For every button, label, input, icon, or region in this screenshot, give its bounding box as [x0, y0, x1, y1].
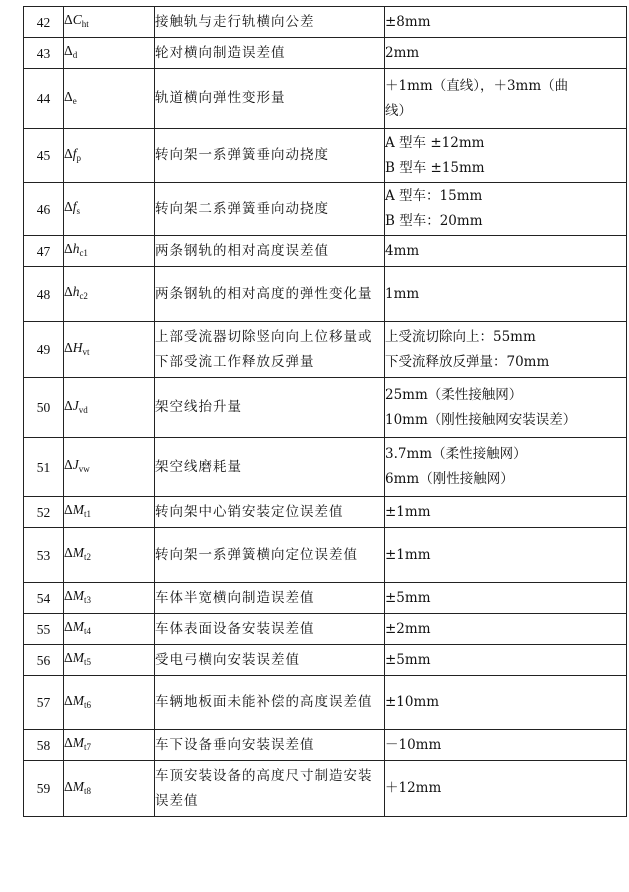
symbol-cell	[64, 183, 155, 236]
value-line: ±2mm	[385, 620, 431, 637]
table-row	[24, 730, 627, 761]
value-line: ±10mm	[385, 694, 440, 710]
table-row	[24, 236, 627, 267]
description-cell: 受电弓横向安装误差值	[155, 645, 385, 676]
value-line: 线）	[385, 102, 412, 119]
row-number: 46	[24, 183, 64, 236]
delta-symbol: Δ	[64, 588, 73, 603]
symbol-letter: f	[72, 199, 77, 214]
symbol-cell	[64, 378, 155, 438]
delta-symbol: Δ	[64, 241, 73, 256]
description-cell: 架空线抬升量	[155, 378, 385, 438]
symbol-cell	[64, 645, 155, 676]
row-number: 54	[24, 583, 64, 614]
value-cell	[385, 69, 627, 129]
description-cell: 转向架一系弹簧垂向动挠度	[155, 129, 385, 183]
symbol-subscript: vt	[82, 346, 90, 357]
parameter-table	[23, 6, 627, 817]
row-number: 59	[24, 761, 64, 817]
value-line: A 型车 ±12mm	[385, 134, 485, 151]
table-row	[24, 761, 627, 817]
value-cell	[385, 378, 627, 438]
table-row	[24, 614, 627, 645]
value-line: 下受流释放反弹量：70mm	[385, 353, 550, 370]
symbol-letter: J	[72, 457, 79, 472]
value-line: ±1mm	[385, 503, 431, 520]
description-cell: 上部受流器切除竖向向上位移量或下部受流工作释放反弹量	[155, 322, 385, 378]
table-row	[24, 267, 627, 322]
symbol-cell	[64, 730, 155, 761]
table-row	[24, 645, 627, 676]
value-line: B 型车：20mm	[385, 213, 483, 229]
symbol-letter: C	[72, 12, 82, 27]
description-cell: 车顶安装设备的高度尺寸制造安装误差值	[155, 761, 385, 817]
value-line: －10mm	[385, 736, 442, 753]
row-number: 56	[24, 645, 64, 676]
table-row	[24, 69, 627, 129]
row-number: 49	[24, 322, 64, 378]
description-cell: 转向架中心销安装定位误差值	[155, 497, 385, 528]
symbol-subscript: t7	[83, 742, 91, 752]
table-row	[24, 583, 627, 614]
description-cell: 两条钢轨的相对高度的弹性变化量	[155, 267, 385, 322]
symbol-cell	[64, 69, 155, 129]
symbol-subscript: e	[72, 95, 77, 106]
value-cell	[385, 583, 627, 614]
value-cell	[385, 676, 627, 730]
value-line: ±5mm	[385, 589, 431, 606]
value-line: 2mm	[385, 44, 420, 61]
symbol-cell	[64, 129, 155, 183]
symbol-letter: H	[72, 339, 83, 355]
value-line: ±5mm	[385, 651, 431, 668]
symbol-cell	[64, 761, 155, 817]
value-cell	[385, 761, 627, 817]
symbol-cell	[64, 676, 155, 730]
delta-symbol: Δ	[64, 778, 73, 794]
symbol-letter: M	[72, 502, 84, 517]
value-line: ＋12mm	[385, 780, 442, 796]
delta-symbol: Δ	[64, 502, 73, 517]
description-cell: 架空线磨耗量	[155, 438, 385, 497]
symbol-subscript: vd	[78, 404, 88, 415]
value-cell	[385, 267, 627, 322]
value-cell	[385, 645, 627, 676]
symbol-letter: M	[72, 619, 84, 634]
delta-symbol: Δ	[64, 284, 73, 299]
symbol-cell	[64, 38, 155, 69]
value-line: ＋1mm（直线），＋3mm（曲	[385, 77, 569, 94]
table-row	[24, 7, 627, 38]
table-row	[24, 129, 627, 183]
row-number: 48	[24, 267, 64, 322]
table-row	[24, 497, 627, 528]
symbol-cell	[64, 528, 155, 583]
delta-symbol: Δ	[64, 88, 73, 104]
symbol-cell	[64, 322, 155, 378]
delta-symbol: Δ	[64, 43, 73, 58]
row-number: 58	[24, 730, 64, 761]
value-line: ±1mm	[385, 546, 431, 563]
symbol-subscript: t4	[83, 626, 91, 636]
row-number: 45	[24, 129, 64, 183]
delta-symbol: Δ	[64, 339, 73, 355]
row-number: 50	[24, 378, 64, 438]
symbol-letter: M	[72, 588, 84, 603]
value-cell	[385, 322, 627, 378]
description-cell: 转向架一系弹簧横向定位误差值	[155, 528, 385, 583]
table-row	[24, 438, 627, 497]
symbol-cell	[64, 497, 155, 528]
symbol-subscript: s	[76, 206, 80, 216]
value-cell	[385, 38, 627, 69]
symbol-subscript: t8	[83, 785, 91, 796]
symbol-cell	[64, 267, 155, 322]
symbol-subscript: ht	[81, 19, 89, 29]
symbol-subscript: c2	[79, 291, 88, 301]
row-number: 42	[24, 7, 64, 38]
delta-symbol: Δ	[64, 12, 73, 27]
description-cell: 轨道横向弹性变形量	[155, 69, 385, 129]
value-cell	[385, 7, 627, 38]
row-number: 53	[24, 528, 64, 583]
value-line: B 型车 ±15mm	[385, 159, 485, 176]
delta-symbol: Δ	[64, 619, 73, 634]
delta-symbol: Δ	[64, 545, 73, 560]
symbol-subscript: t6	[83, 699, 91, 710]
description-cell: 车下设备垂向安装误差值	[155, 730, 385, 761]
symbol-letter: M	[72, 692, 84, 708]
symbol-subscript: vw	[78, 464, 90, 474]
table-row	[24, 528, 627, 583]
symbol-letter: J	[72, 397, 79, 413]
value-line: 上受流切除向上：55mm	[385, 328, 536, 345]
table-row	[24, 378, 627, 438]
symbol-cell	[64, 438, 155, 497]
value-line: 6mm（刚性接触网）	[385, 471, 514, 487]
symbol-subscript: t5	[83, 657, 91, 667]
symbol-cell	[64, 614, 155, 645]
description-cell: 车辆地板面未能补偿的高度误差值	[155, 676, 385, 730]
symbol-subscript: t2	[83, 552, 91, 562]
delta-symbol: Δ	[64, 199, 73, 214]
description-cell: 车体半宽横向制造误差值	[155, 583, 385, 614]
symbol-letter: f	[72, 145, 77, 161]
description-cell: 车体表面设备安装误差值	[155, 614, 385, 645]
symbol-letter: M	[72, 778, 84, 794]
row-number: 52	[24, 497, 64, 528]
symbol-letter: M	[72, 650, 84, 665]
row-number: 57	[24, 676, 64, 730]
description-cell: 接触轨与走行轨横向公差	[155, 7, 385, 38]
delta-symbol: Δ	[64, 397, 73, 413]
delta-symbol: Δ	[64, 650, 73, 665]
delta-symbol: Δ	[64, 692, 73, 708]
symbol-subscript: t3	[83, 595, 91, 605]
value-line: 3.7mm（柔性接触网）	[385, 446, 527, 462]
value-line: 25mm（柔性接触网）	[385, 386, 523, 403]
value-line: ±8mm	[385, 13, 431, 30]
symbol-subscript: d	[72, 50, 78, 60]
row-number: 44	[24, 69, 64, 129]
description-cell: 转向架二系弹簧垂向动挠度	[155, 183, 385, 236]
value-cell	[385, 438, 627, 497]
value-cell	[385, 614, 627, 645]
description-cell: 两条钢轨的相对高度误差值	[155, 236, 385, 267]
symbol-letter: h	[72, 284, 80, 299]
table-row	[24, 322, 627, 378]
symbol-subscript: p	[76, 152, 81, 163]
value-cell	[385, 236, 627, 267]
value-cell	[385, 528, 627, 583]
symbol-cell	[64, 7, 155, 38]
symbol-subscript: t1	[83, 509, 91, 519]
table-row	[24, 676, 627, 730]
value-cell	[385, 183, 627, 236]
row-number: 43	[24, 38, 64, 69]
description-cell: 轮对横向制造误差值	[155, 38, 385, 69]
symbol-cell	[64, 236, 155, 267]
value-line: 4mm	[385, 242, 420, 259]
value-cell	[385, 497, 627, 528]
value-line: 10mm（刚性接触网安装误差）	[385, 411, 577, 428]
delta-symbol: Δ	[64, 457, 73, 472]
row-number: 47	[24, 236, 64, 267]
value-line: 1mm	[385, 285, 420, 302]
row-number: 55	[24, 614, 64, 645]
table-row	[24, 38, 627, 69]
value-cell	[385, 730, 627, 761]
symbol-letter: M	[72, 545, 84, 560]
delta-symbol: Δ	[64, 735, 73, 750]
symbol-subscript: c1	[79, 248, 88, 258]
symbol-letter: h	[72, 241, 80, 256]
symbol-letter: M	[72, 735, 84, 750]
table-row	[24, 183, 627, 236]
table-body	[24, 7, 627, 817]
delta-symbol: Δ	[64, 145, 73, 161]
value-cell	[385, 129, 627, 183]
row-number: 51	[24, 438, 64, 497]
value-line: A 型车：15mm	[385, 188, 483, 204]
symbol-cell	[64, 583, 155, 614]
